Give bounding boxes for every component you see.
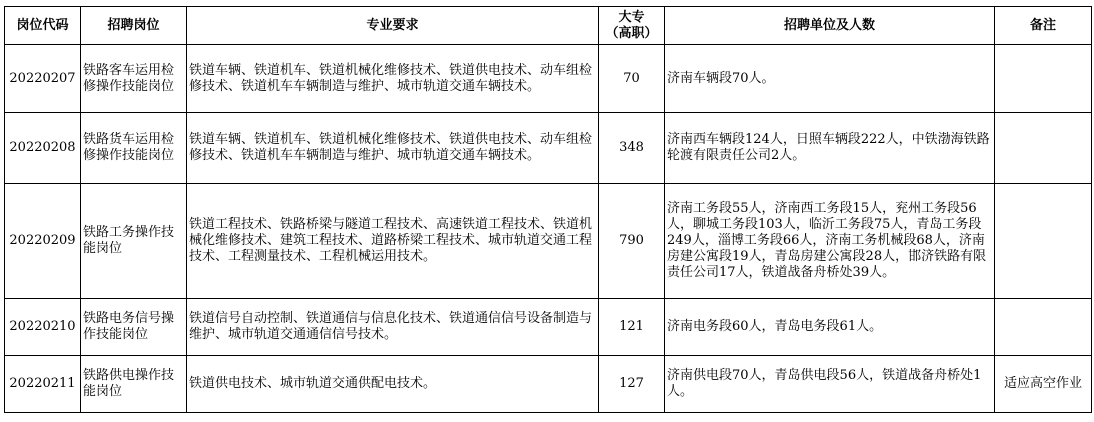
header-units: 招聘单位及人数: [665, 7, 995, 45]
major-requirement-cell: 铁道供电技术、城市轨道交通供配电技术。: [187, 356, 599, 413]
table-row: [5, 113, 1092, 184]
headcount-cell: 127: [599, 356, 665, 413]
table-row: [5, 45, 1092, 113]
note-cell: [995, 45, 1092, 113]
units-cell: 济南供电段70人，青岛供电段56人，铁道战备舟桥处1人。: [665, 356, 995, 413]
major-requirement-cell: 铁道车辆、铁道机车、铁道机械化维修技术、铁道供电技术、动车组检修技术、铁道机车车辆制造与维护、城市轨道交通车辆技术。: [187, 113, 599, 184]
header-post: 招聘岗位: [81, 7, 187, 45]
note-cell: 适应高空作业: [995, 356, 1092, 413]
post-code-cell: 20220208: [5, 113, 81, 184]
header-count-line2: （高职）: [605, 25, 658, 41]
header-count: [599, 7, 665, 45]
note-cell: [995, 113, 1092, 184]
note-cell: [995, 299, 1092, 356]
major-requirement-cell: 铁道工程技术、铁路桥梁与隧道工程技术、高速铁道工程技术、铁道机械化维修技术、建筑工程技术、道路桥梁工程技术、城市轨道交通工程技术、工程测量技术、工程机械运用技术。: [187, 184, 599, 299]
table-row: [5, 184, 1092, 299]
units-cell: 济南西车辆段124人，日照车辆段222人，中铁渤海铁路轮渡有限责任公司2人。: [665, 113, 995, 184]
post-name-cell: 铁路货车运用检修操作技能岗位: [81, 113, 187, 184]
major-requirement-cell: 铁道信号自动控制、铁道通信与信息化技术、铁道通信信号设备制造与维护、城市轨道交通通信信号技术。: [187, 299, 599, 356]
post-code-cell: 20220209: [5, 184, 81, 299]
units-cell: 济南工务段55人，济南西工务段15人，兖州工务段56人，聊城工务段103人，临沂工务段75人，青岛工务段249人，淄博工务段66人，济南工务机械段68人，济南房建公寓段19人，青岛房建公寓段28人，邯济铁路有限责任公司17人，铁道战备舟桥处39人。: [665, 184, 995, 299]
table-header-row: [5, 7, 1092, 45]
post-code-cell: 20220210: [5, 299, 81, 356]
post-name-cell: 铁路电务信号操作技能岗位: [81, 299, 187, 356]
headcount-cell: 121: [599, 299, 665, 356]
headcount-cell: 70: [599, 45, 665, 113]
major-requirement-cell: 铁道车辆、铁道机车、铁道机械化维修技术、铁道供电技术、动车组检修技术、铁道机车车辆制造与维护、城市轨道交通车辆技术。: [187, 45, 599, 113]
header-note: 备注: [995, 7, 1092, 45]
post-code-cell: 20220207: [5, 45, 81, 113]
note-cell: [995, 184, 1092, 299]
recruitment-table: [4, 6, 1092, 413]
post-name-cell: 铁路客车运用检修操作技能岗位: [81, 45, 187, 113]
units-cell: 济南车辆段70人。: [665, 45, 995, 113]
post-name-cell: 铁路工务操作技能岗位: [81, 184, 187, 299]
header-code: 岗位代码: [5, 7, 81, 45]
table-row: [5, 356, 1092, 413]
post-name-cell: 铁路供电操作技能岗位: [81, 356, 187, 413]
header-major: 专业要求: [187, 7, 599, 45]
header-count-line1: 大专: [618, 9, 645, 25]
headcount-cell: 790: [599, 184, 665, 299]
headcount-cell: 348: [599, 113, 665, 184]
units-cell: 济南电务段60人，青岛电务段61人。: [665, 299, 995, 356]
post-code-cell: 20220211: [5, 356, 81, 413]
table-row: [5, 299, 1092, 356]
